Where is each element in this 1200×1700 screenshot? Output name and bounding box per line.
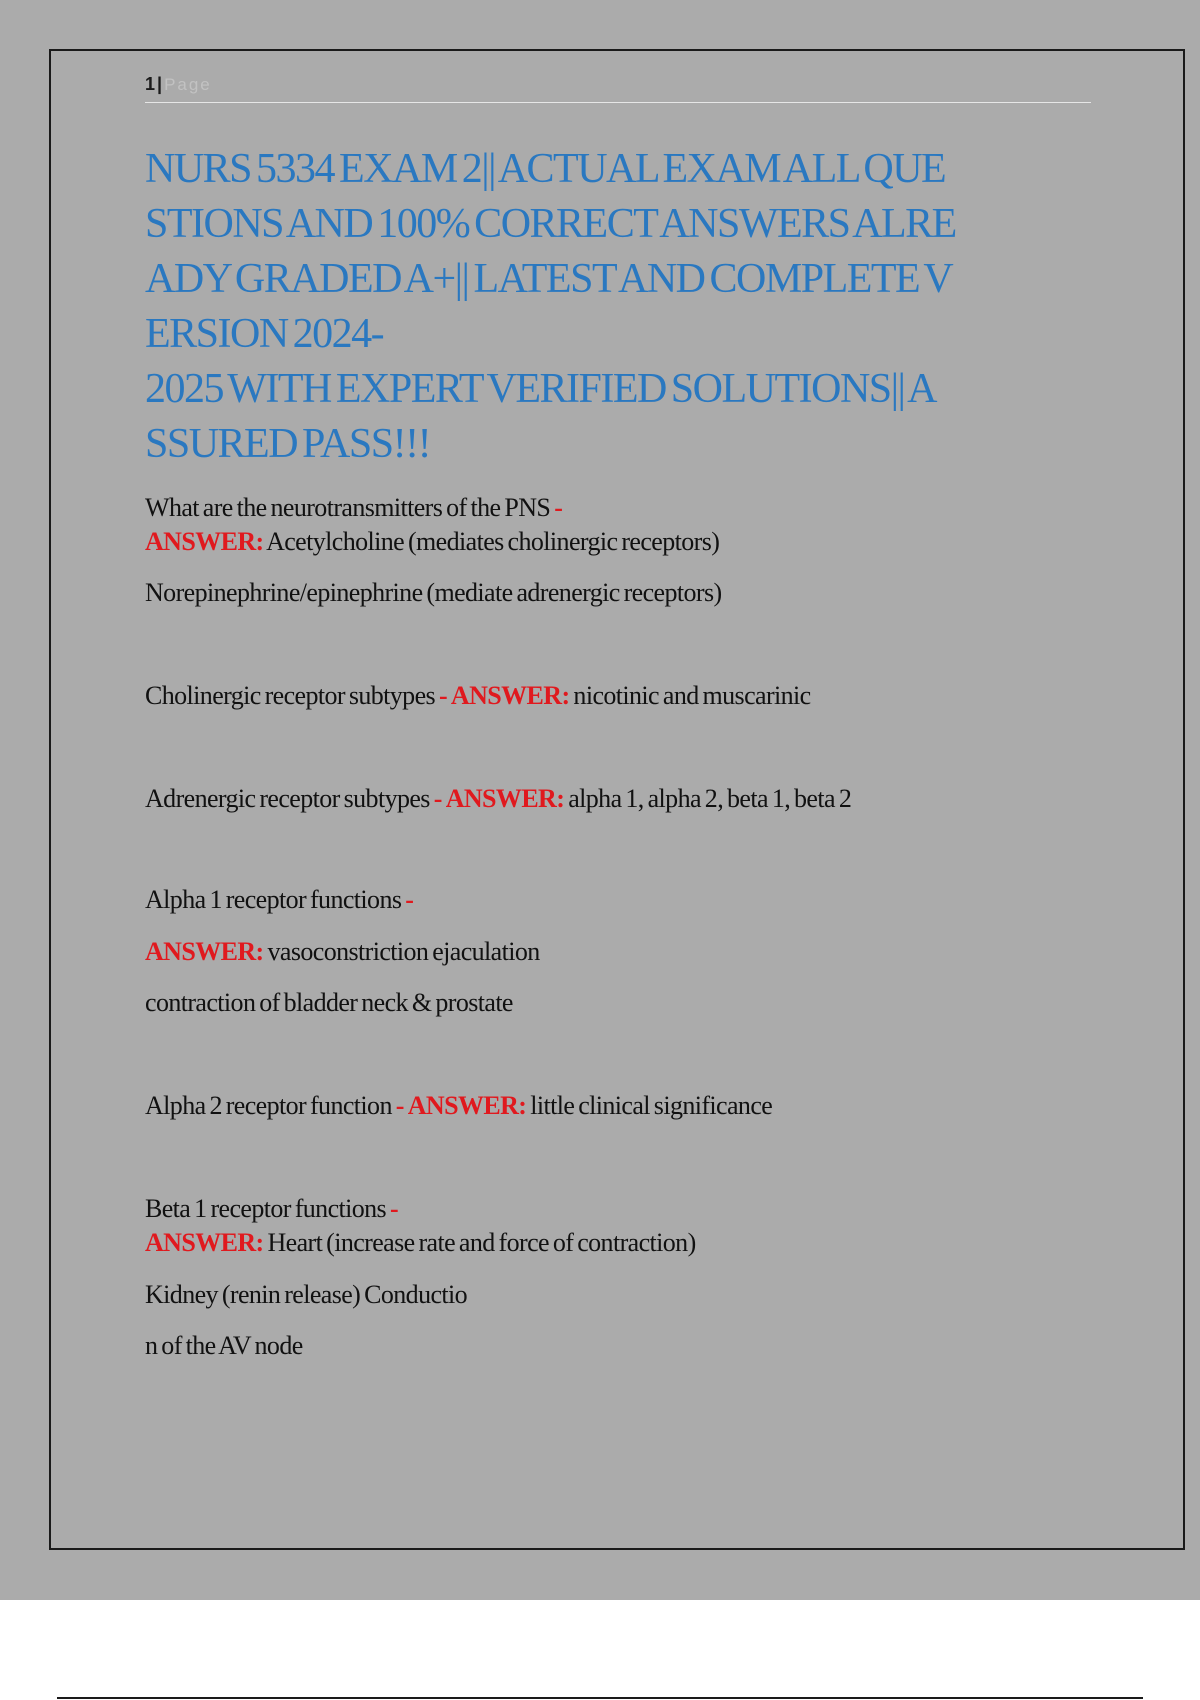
question-text: Cholinergic receptor subtypes: [145, 681, 436, 710]
question-6: [145, 1192, 1145, 1226]
answer-label: ANSWER:: [145, 527, 264, 556]
question-2: [145, 679, 1145, 713]
title-line: ADY GRADED A+|| LATEST AND COMPLETE V: [145, 256, 953, 302]
question-1: [145, 491, 1145, 525]
question-5: [145, 1089, 1145, 1123]
answer-label: ANSWER:: [450, 681, 570, 710]
question-text: What are the neurotransmitters of the PNS: [145, 493, 551, 522]
dash: -: [395, 1091, 404, 1120]
answer-text: vasoconstriction ejaculation: [267, 937, 540, 966]
page-number: 1: [145, 74, 156, 94]
answer-6-line-2: Kidney (renin release) Conductio: [145, 1280, 468, 1309]
page-number-separator: |: [157, 74, 163, 94]
dash: -: [438, 681, 448, 710]
answer-label: ANSWER:: [145, 1228, 264, 1257]
answer-text: alpha 1, alpha 2, beta 1, beta 2: [568, 784, 852, 813]
page-header: [145, 74, 1091, 103]
answer-text: little clinical significance: [530, 1091, 773, 1120]
question-text: Alpha 2 receptor function: [145, 1091, 392, 1120]
answer-4-line-1: [145, 935, 1145, 969]
document-title: [145, 142, 1085, 472]
answer-1-line-1: [145, 525, 1145, 559]
answer-text: Acetylcholine (mediates cholinergic receptors): [266, 527, 720, 556]
question-text: Alpha 1 receptor functions: [145, 885, 402, 914]
dash: -: [554, 493, 563, 522]
answer-label: ANSWER:: [445, 784, 565, 813]
question-3: [145, 782, 1145, 816]
bottom-divider: [57, 1697, 1143, 1699]
answer-text: nicotinic and muscarinic: [573, 681, 811, 710]
title-line: ERSION 2024-: [145, 311, 384, 357]
answer-label: ANSWER:: [145, 937, 264, 966]
title-line: SSURED PASS!!!: [145, 421, 431, 467]
answer-6-line-3: n of the AV node: [145, 1331, 303, 1360]
dash: -: [405, 885, 414, 914]
title-line: STIONS AND 100% CORRECT ANSWERS ALRE: [145, 201, 956, 247]
page-label: Page: [164, 75, 212, 94]
answer-4-line-2: contraction of bladder neck & prostate: [145, 988, 513, 1017]
answer-6-line-1: [145, 1226, 1145, 1260]
title-line: NURS 5334 EXAM 2|| ACTUAL EXAM ALL QUE: [145, 146, 946, 192]
question-text: Adrenergic receptor subtypes: [145, 784, 430, 813]
question-4: [145, 883, 1145, 917]
title-line: 2025 WITH EXPERT VERIFIED SOLUTIONS|| A: [145, 366, 936, 412]
dash: -: [433, 784, 442, 813]
answer-label: ANSWER:: [407, 1091, 527, 1120]
answer-text: Heart (increase rate and force of contraction): [267, 1228, 696, 1257]
answer-1-line-2: Norepinephrine/epinephrine (mediate adrenergic receptors): [145, 578, 722, 607]
question-text: Beta 1 receptor functions: [145, 1194, 387, 1223]
dash: -: [389, 1194, 399, 1223]
